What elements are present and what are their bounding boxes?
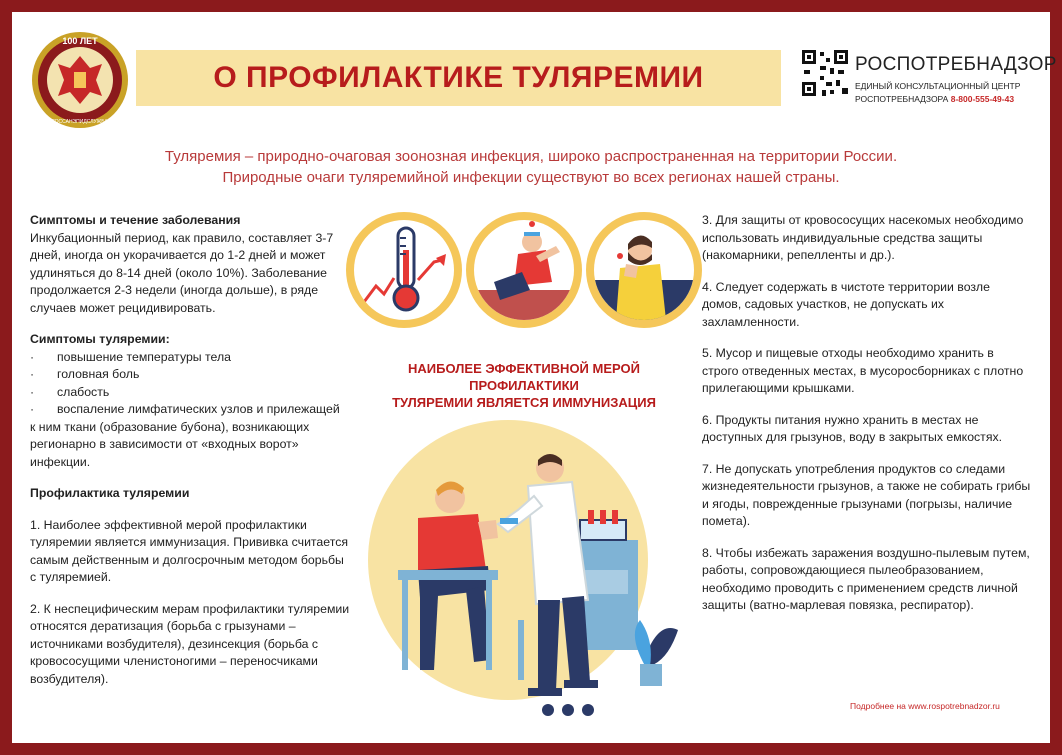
brand-name: РОСПОТРЕБНАДЗОР bbox=[855, 54, 1057, 75]
page-title: О ПРОФИЛАКТИКЕ ТУЛЯРЕМИИ bbox=[213, 61, 704, 94]
list-item-continuation: к ним ткани (образование бубона), возникающих регионарно в зависимости от «входных ворот» инфекции. bbox=[30, 419, 310, 469]
symptoms-course-heading: Симптомы и течение заболевания bbox=[30, 213, 241, 227]
list-item: · повышение температуры тела bbox=[30, 349, 231, 364]
symptoms-course-text: Инкубационный период, как правило, составляет 3-7 дней, иногда он укорачивается до 1-2 дней и может удлиняться до 8-14 дней (около 10%). Заболевание продолжается 2-3 недели (иногда дольше), в ряде случаев может рецидивировать. bbox=[30, 230, 334, 315]
intro-text bbox=[40, 146, 1022, 188]
hotline-phone[interactable]: 8-800-555-49-43 bbox=[950, 94, 1015, 104]
qr-code-icon bbox=[800, 48, 850, 98]
prevention-item-4: 4. Следует содержать в чистоте территории возле домов, садовых участков, не допускать их захламленности. bbox=[702, 279, 990, 329]
prevention-item-5: 5. Мусор и пищевые отходы необходимо хранить в строго отведенных местах, в мусоросборниках с плотно прилегающими крышками. bbox=[702, 346, 1024, 395]
prevention-item-6: 6. Продукты питания нужно хранить в местах не доступных для грызунов, воду в закрытых емкостях. bbox=[702, 412, 1003, 444]
prevention-item-8: 8. Чтобы избежать заражения воздушно-пылевым путем, работы, сопровождающиеся пылеобразованием, необходимо проводить с применением средств личной защиты (ватно-марлевая повязка, респиратор). bbox=[702, 545, 1030, 612]
coughing-person-illustration bbox=[586, 212, 702, 328]
thermometer-icon bbox=[354, 220, 454, 320]
prevention-item-2: 2. К неспецифическим мерам профилактики туляремии относятся дератизация (борьба с грызунами – источниками возбудителя), дезинсекция (борьба с кровососущими членистоногими – переносчиками возбудителя). bbox=[30, 601, 350, 686]
list-item: · слабость bbox=[30, 384, 110, 399]
left-column bbox=[30, 212, 350, 688]
list-item: · воспаление лимфатических узлов и прилежащей bbox=[30, 402, 340, 416]
center-headline bbox=[352, 360, 696, 411]
prevention-item-7: 7. Не допускать употребления продуктов со следами жизнедеятельности грызунов, а также не собирать грибы и ягоды, поврежденные грызунами (погрызы, наличие помета). bbox=[702, 461, 1031, 528]
prevention-heading: Профилактика туляремии bbox=[30, 486, 190, 500]
footer-link[interactable]: Подробнее на www.rospotrebnadzor.ru bbox=[850, 701, 1000, 711]
intro-line-2: Природные очаги туляремийной инфекции существуют во всех регионах нашей страны. bbox=[222, 169, 840, 186]
brand-block bbox=[800, 48, 1057, 120]
center-headline-line-1: НАИБОЛЕЕ ЭФФЕКТИВНОЙ МЕРОЙ ПРОФИЛАКТИКИ bbox=[408, 361, 640, 393]
intro-line-1: Туляремия – природно-очаговая зоонозная инфекция, широко распространенная на территории России. bbox=[164, 148, 898, 165]
right-column bbox=[702, 212, 1032, 615]
sick-person-illustration bbox=[466, 212, 582, 328]
brand-subtitle: ЕДИНЫЙ КОНСУЛЬТАЦИОННЫЙ ЦЕНТР bbox=[855, 81, 1021, 91]
list-item: · головная боль bbox=[30, 367, 140, 381]
symptoms-heading: Симптомы туляремии: bbox=[30, 332, 170, 346]
sick-person-icon bbox=[474, 220, 574, 320]
svg-text:100 ЛЕТ: 100 ЛЕТ bbox=[62, 36, 98, 46]
coughing-person-icon bbox=[594, 220, 694, 320]
thermometer-illustration bbox=[346, 212, 462, 328]
center-headline-line-2: ТУЛЯРЕМИИ ЯВЛЯЕТСЯ ИММУНИЗАЦИЯ bbox=[392, 395, 656, 410]
svg-text:ГОССАНЭПИДСЛУЖБА: ГОССАНЭПИДСЛУЖБА bbox=[52, 119, 108, 125]
prevention-item-3: 3. Для защиты от кровососущих насекомых необходимо использовать индивидуальные средства защиты (накомарники, репелленты и др.). bbox=[702, 213, 1024, 262]
vaccination-illustration bbox=[358, 420, 698, 730]
brand-subtitle-2: РОСПОТРЕБНАДЗОРА 8-800-555-49-43 bbox=[855, 94, 1015, 104]
prevention-item-1: 1. Наиболее эффективной мерой профилактики туляремии является иммунизация. Прививка считается самым действенным и долгосрочным методом борьбы с туляремией. bbox=[30, 517, 349, 584]
emblem-logo bbox=[30, 30, 130, 130]
